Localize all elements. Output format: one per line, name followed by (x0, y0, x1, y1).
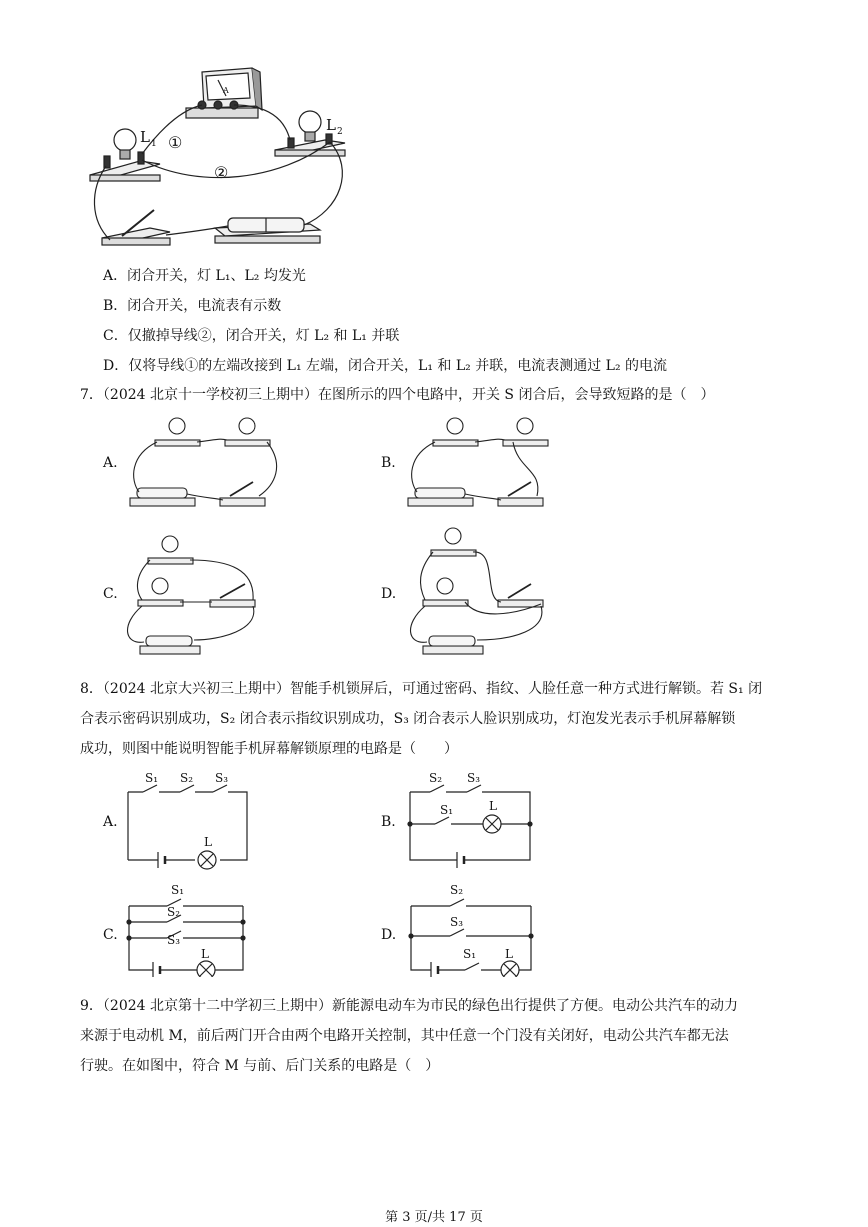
label-L1: L (140, 128, 150, 146)
q8-circuit-d (405, 882, 535, 977)
q8d-s2: S₂ (450, 883, 464, 897)
label-L2: L (326, 116, 336, 134)
q8d-s1: S₁ (463, 947, 477, 961)
q7-circuit-b (403, 410, 558, 515)
q8-label-d: D. (381, 927, 397, 943)
q7-label-b: B. (381, 455, 396, 471)
q8-stem-line-2: 合表示密码识别成功，S₂ 闭合表示指纹识别成功，S₃ 闭合表示人脸识别成功，灯泡发光表示手机屏幕解锁 (80, 711, 736, 727)
q7-circuit-d (403, 520, 553, 665)
q8b-s2: S₂ (429, 771, 443, 785)
wire1-label: ① (168, 133, 183, 152)
q8-label-c: C. (103, 927, 118, 943)
q8a-s1: S₁ (145, 771, 159, 785)
q8-stem (80, 678, 790, 768)
q7-label-d: D. (381, 586, 397, 602)
q8a-lamp: L (204, 835, 212, 849)
q6-option-c: C．仅撤掉导线②，闭合开关，灯 L₂ 和 L₁ 并联 (103, 328, 400, 344)
q8-circuit-a (125, 770, 255, 870)
q9-stem-line-1: 9．（2024 北京第十二中学初三上期中）新能源电动车为市民的绿色出行提供了方便。电动公共汽车的动力 (80, 998, 738, 1014)
q9-stem-line-3: 行驶。在如图中，符合 M 与前、后门关系的电路是（ ） (80, 1058, 440, 1074)
q8c-s3: S₃ (167, 933, 181, 947)
page-footer: 第 3 页/共 17 页 (385, 1210, 483, 1225)
q6-option-d: D．仅将导线①的左端改接到 L₁ 左端，闭合开关，L₁ 和 L₂ 并联，电流表测通过 L₂ 的电流 (103, 358, 668, 374)
q8-circuit-c (125, 882, 250, 977)
label-L2-sub: 2 (337, 127, 343, 137)
q7-label-a: A. (103, 455, 118, 471)
wire2-label: ② (214, 163, 229, 182)
q8-label-a: A. (103, 814, 118, 830)
q7-label-c: C. (103, 586, 118, 602)
label-L1-sub: 1 (151, 139, 157, 149)
q7-stem: 7．（2024 北京十一学校初三上期中）在图所示的四个电路中，开关 S 闭合后，会导致短路的是（ ） (80, 387, 715, 403)
q8b-s3: S₃ (467, 771, 481, 785)
q6-circuit-figure (80, 60, 370, 260)
q8-label-b: B. (381, 814, 396, 830)
q8c-s2: S₂ (167, 905, 181, 919)
q8a-s2: S₂ (180, 771, 194, 785)
q8b-lamp: L (489, 799, 497, 813)
q8-stem-line-1: 8．（2024 北京大兴初三上期中）智能手机锁屏后，可通过密码、指纹、人脸任意一种方式进行解锁。若 S₁ 闭 (80, 681, 763, 697)
q8c-s1: S₁ (171, 883, 185, 897)
q9-stem (80, 995, 790, 1085)
q6-option-b: B．闭合开关，电流表有示数 (103, 298, 282, 314)
q8a-s3: S₃ (215, 771, 229, 785)
q8d-s3: S₃ (450, 915, 464, 929)
ammeter-mark: A (223, 86, 229, 95)
q8b-s1: S₁ (440, 803, 454, 817)
q9-stem-line-2: 来源于电动机 M，前后两门开合由两个电路开关控制，其中任意一个门没有关闭好，电动公共汽车都无法 (80, 1028, 729, 1044)
q7-circuit-a (125, 410, 280, 515)
q6-option-a: A．闭合开关，灯 L₁、L₂ 均发光 (103, 268, 306, 284)
q8c-lamp: L (201, 947, 209, 961)
q8-circuit-b (405, 770, 535, 870)
q8d-lamp: L (505, 947, 513, 961)
q7-circuit-c (120, 530, 270, 665)
q8-stem-line-3: 成功，则图中能说明智能手机屏幕解锁原理的电路是（ ） (80, 741, 458, 757)
